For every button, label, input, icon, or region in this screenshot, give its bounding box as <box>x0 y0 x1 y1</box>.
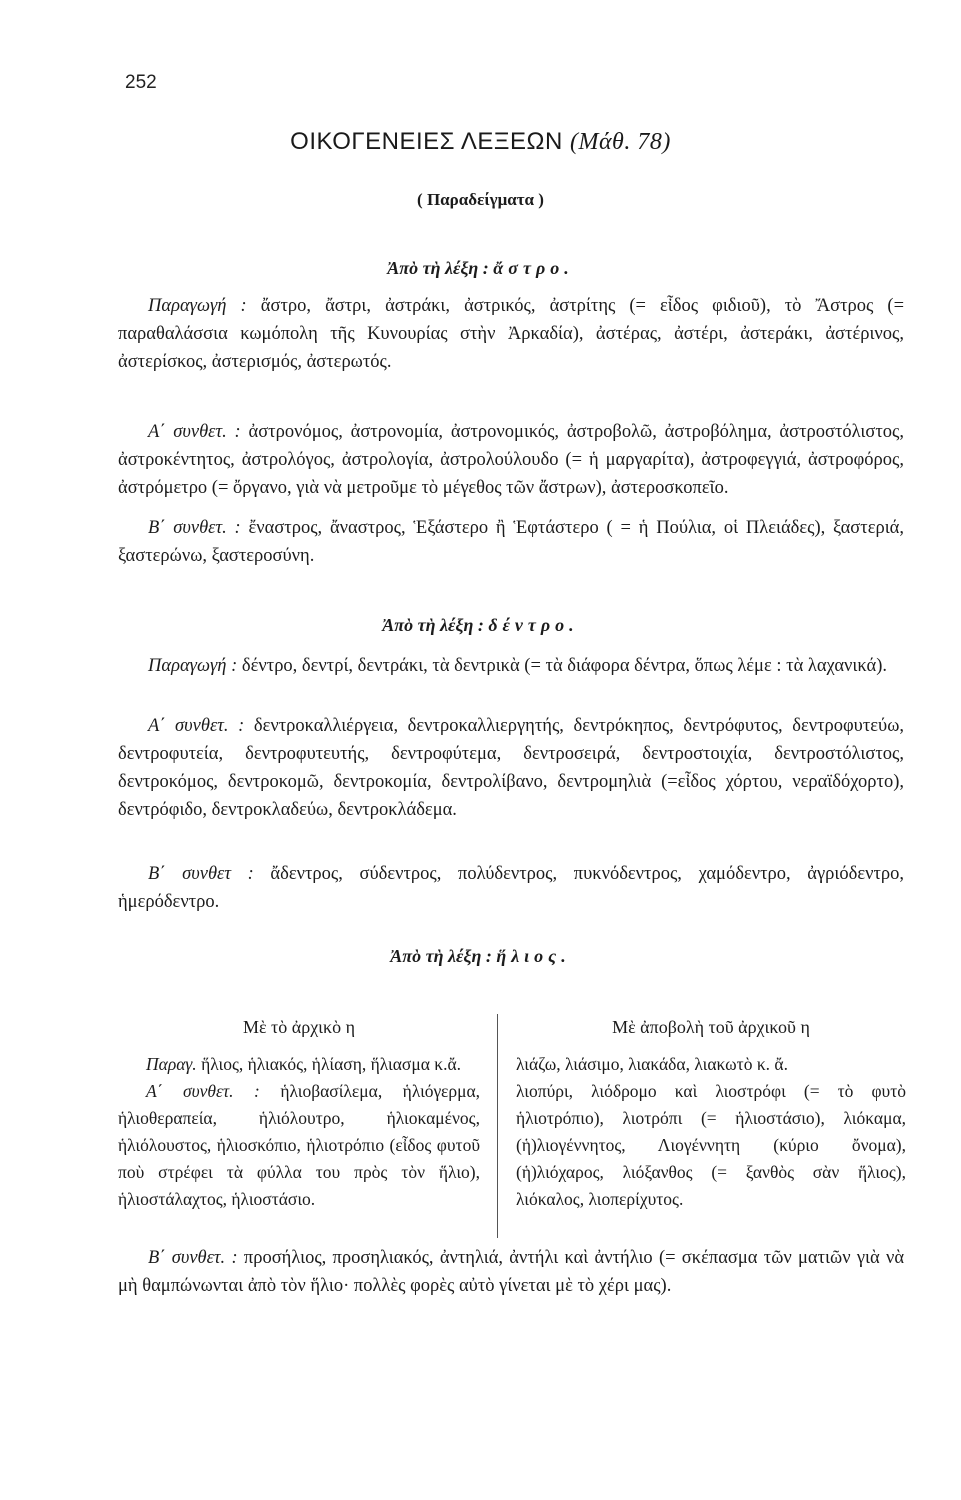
paragraph-label: Παραγωγή : <box>148 656 238 676</box>
paragraph-astro-compound-b <box>118 514 904 570</box>
paragraph-label: Παραγ. <box>146 1054 197 1074</box>
page-number: 252 <box>125 72 157 93</box>
paragraph-label: Α΄ συνθετ. : <box>146 1081 260 1101</box>
paragraph-dentro-compound-b <box>118 860 904 916</box>
column-heading: Μὲ ἀποβολὴ τοῦ ἀρχικοῦ η <box>612 1017 810 1037</box>
heading-prefix: Ἀπὸ τὴ λέξη : <box>390 946 492 966</box>
column-paragraph: λιοπύρι, λιόδρομο καὶ λιοστρόφι (= τὸ φυτὸ ἡλιοτρόπιο), λιοτρόπι (= ἡλιοστάσιο), λιόκαμα, (ἡ)λιογέννητος, Λιογέννητη (κύριο ὄνομα), (ἡ)λιόχαρος, λιόξανθος (= ξανθὸς σὰν ἥλιος), λιόκαλος, λιοπερίχυτος. <box>516 1081 906 1209</box>
title-text: ΟΙΚΟΓΕΝΕΙΕΣ ΛΕΞΕΩΝ <box>290 128 563 155</box>
paragraph-dentro-compound-a <box>118 712 904 824</box>
column-paragraph: λιάζω, λιάσιμο, λιακάδα, λιακωτὸ κ. ἄ. <box>516 1054 788 1074</box>
paragraph-text: ἥλιος, ἡλιακός, ἡλίαση, ἥλιασμα κ.ἄ. <box>201 1054 462 1074</box>
column-paragraph <box>118 1051 480 1078</box>
heading-word: δέντρο. <box>488 615 579 635</box>
paragraph-ilios-compound-b <box>118 1244 904 1300</box>
paragraph-label: Α΄ συνθετ. : <box>148 716 245 736</box>
paragraph-dentro-derivation <box>118 652 904 680</box>
column-with-initial-eta <box>118 1014 480 1213</box>
column-divider <box>497 1014 498 1238</box>
paragraph-text: προσήλιος, προσηλιακός, ἀντηλιά, ἀντήλι καὶ ἀντήλιο (= σκέπασμα τῶν ματιῶν γιὰ νὰ μὴ θαμπώνωνται ἀπὸ τὸν ἥλιο· πολλὲς φορὲς αὐτὸ γίνεται μὲ τὸ χέρι μας). <box>118 1248 905 1296</box>
section-heading-astro <box>0 258 961 279</box>
heading-prefix: Ἀπὸ τὴ λέξη : <box>387 258 489 278</box>
paragraph-text: ἡλιοβασίλεμα, ἡλιόγερμα, ἡλιοθεραπεία, ἡλιόλουτρο, ἡλιοκαμένος, ἡλιόλουστος, ἡλιοσκόπιο, ἡλιοτρόπιο (εἶδος φυτοῦ ποὺ στρέφει τὰ φύλλα του πρὸς τὸν ἥλιο), ἡλιοστάλαχτος, ἡλιοστάσιο. <box>118 1081 480 1209</box>
heading-word: ἄστρο. <box>493 258 574 278</box>
paragraph-text: ἄδεντρος, σύδεντρος, πολύδεντρος, πυκνόδεντρος, χαμόδεντρο, ἀγριόδεντρο, ἡμερόδεντρο. <box>118 864 904 912</box>
heading-prefix: Ἀπὸ τὴ λέξη : <box>382 615 484 635</box>
page-title <box>0 128 961 156</box>
paragraph-label: Β΄ συνθετ. : <box>148 518 241 538</box>
paragraph-label: Β΄ συνθετ : <box>148 864 254 884</box>
paragraph-astro-derivation <box>118 292 904 376</box>
paragraph-text: ἀστρονόμος, ἀστρονομία, ἀστρονομικός, ἀστροβολῶ, ἀστροβόλημα, ἀστροστόλιστος, ἀστροκέντητος, ἀστρολόγος, ἀστρολογία, ἀστρολούλουδο (= ἡ μαργαρίτα), ἀστροφεγγιά, ἀστροφόρος, ἀστρόμετρο (= ὄργανο, γιὰ νὰ μετροῦμε τὸ μέγεθος τῶν ἄστρων), ἀστεροσκοπεῖο. <box>118 422 905 498</box>
column-without-initial-eta <box>516 1014 906 1213</box>
paragraph-text: δεντροκαλλιέργεια, δεντροκαλλιεργητής, δεντρόκηπος, δεντρόφυτος, δεντροφυτεύω, δεντροφυτεία, δεντροφυτευτής, δεντροφύτεμα, δεντροσειρά, δεντροστοιχία, δεντροστόλιστος, δεντροκόμος, δεντροκομῶ, δεντροκομία, δεντρολίβανο, δεντρομηλιὰ (=εἶδος χόρτου, νεραϊδόχορτο), δεντρόφιδο, δεντροκλαδεύω, δεντροκλάδεμα. <box>118 716 904 820</box>
lesson-reference: (Μάθ. 78) <box>569 129 671 155</box>
paragraph-text: ἔναστρος, ἄναστρος, Ἑξάστερο ἢ Ἑφτάστερο ( = ἡ Πούλια, οἱ Πλειάδες), ξαστεριά, ξαστερώνω, ξαστεροσύνη. <box>118 518 904 566</box>
paragraph-label: Α΄ συνθετ. : <box>148 422 241 442</box>
heading-word: ἥλιος. <box>496 946 571 966</box>
paragraph-astro-compound-a <box>118 418 904 502</box>
paragraph-text: ἄστρο, ἄστρι, ἀστράκι, ἀστρικός, ἀστρίτης (= εἶδος φιδιοῦ), τὸ Ἄστρος (= παραθαλάσσια κωμόπολη τῆς Κυνουρίας στὴν Ἀρκαδία), ἀστέρας, ἀστέρι, ἀστεράκι, ἀστέρινος, ἀστερίσκος, ἀστερισμός, ἀστερωτός. <box>118 296 905 372</box>
column-heading: Μὲ τὸ ἀρχικὸ η <box>242 1017 356 1037</box>
section-heading-ilios <box>0 946 961 967</box>
section-heading-dentro <box>0 615 961 636</box>
column-paragraph <box>118 1078 480 1213</box>
paragraph-label: Β΄ συνθετ. : <box>148 1248 238 1268</box>
paragraph-label: Παραγωγή : <box>148 296 247 316</box>
paragraph-text: δέντρο, δεντρί, δεντράκι, τὰ δεντρικὰ (= τὰ διάφορα δέντρα, ὅπως λέμε : τὰ λαχανικά). <box>241 656 888 676</box>
page-subtitle: ( Παραδείγματα ) <box>417 190 544 209</box>
